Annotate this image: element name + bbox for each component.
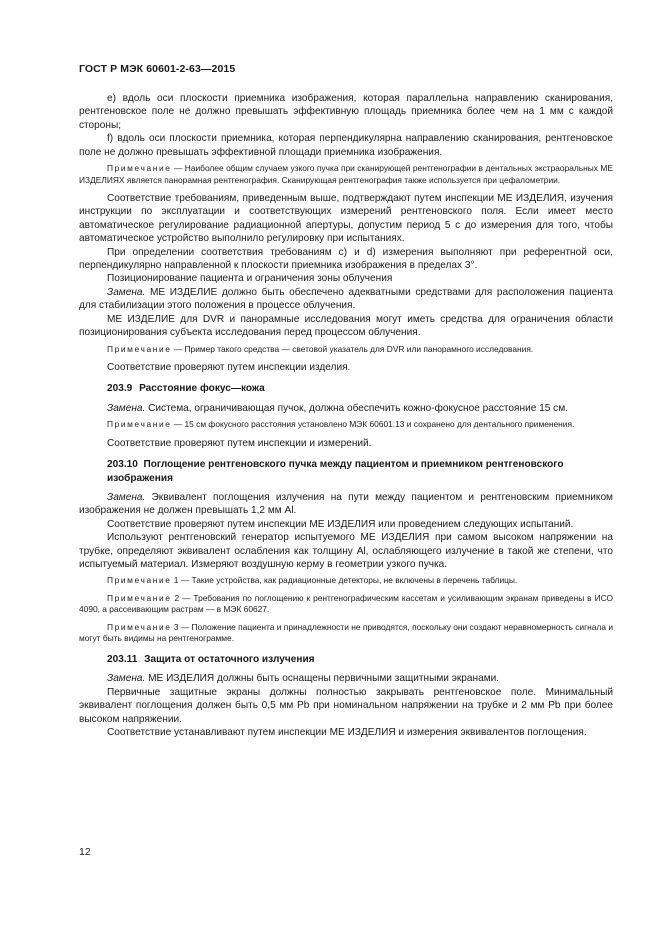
note-text: — 15 см фокусного расстояния установлено МЭК 60601.13 и сохранено для дентального применения. [171, 419, 575, 430]
document-body [79, 92, 613, 739]
document-header: ГОСТ Р МЭК 60601-2-63—2015 [79, 63, 236, 75]
replace-label: Замена. [107, 286, 146, 298]
note-5 [79, 593, 613, 616]
replace-text: Система, ограничивающая пучок, должна обеспечить кожно-фокусное расстояние 15 см. [145, 402, 568, 414]
note-text: 3 — Положение пациента и принадлежности не приводятся, поскольку они создают неравномерность сигнала и могут быть видимы на рентгенограмме. [79, 621, 613, 644]
note-label: Примечание [107, 163, 172, 174]
replace-text: МЕ ИЗДЕЛИЯ должны быть оснащены первичными защитными экранами. [145, 673, 500, 685]
paragraph-replace-3 [79, 491, 613, 518]
section-title: Поглощение рентгеновского пучка между пациентом и приемником рентгеновского [143, 459, 564, 471]
paragraph-compliance-5: Соответствие устанавливают путем инспекции МЕ ИЗДЕЛИЯ и измерения эквивалентов поглощения. [107, 726, 587, 738]
paragraph-determination: При определении соответствия требованиям c) и d) измерения выполняют при референтной оси, перпендикулярно направленной к плоскости приемника изображения в пределах 3°. [79, 246, 613, 272]
section-heading-203-9 [79, 382, 613, 395]
note-text: 2 — Требования по поглощению к рентгенографическим кассетам и усиливающим экранам приведены в ИСО 4090, а рассеивающим растрам — в МЭК 60627. [79, 592, 613, 615]
note-label: Примечание [107, 592, 172, 603]
section-number: 203.11 [107, 653, 138, 665]
list-item-f: f) вдоль оси плоскости приемника, которая перпендикулярна направлению сканирования, рентгеновское поле не должно превышать эффективной площади приемника изображения. [79, 133, 613, 158]
paragraph-replace-4 [79, 672, 613, 685]
note-label: Примечание [107, 575, 172, 586]
paragraph-screens: Первичные защитные экраны должны полностью закрывать рентгеновское поле. Минимальный эквивалент поглощения должен быть 0,5 мм Pb при номинальном напряжении на трубке и 2 мм Pb при более высоком напряжении. [79, 686, 613, 725]
note-4 [79, 575, 613, 587]
note-2 [79, 344, 613, 356]
paragraph-using: Используют рентгеновский генератор испытуемого МЕ ИЗДЕЛИЯ при самом высоком напряжении на трубке, определяют эквивалент ослабления как толщину Al, ослабляющего излучение в такой же степени, что испытуемый материал. Измеряют воздушную керму в геометрии узкого пучка. [79, 532, 613, 570]
note-1 [79, 163, 613, 186]
paragraph-dvr: МЕ ИЗДЕЛИЕ для DVR и панорамные исследования могут иметь средства для ограничения области позиционирования субъекта исследования перед процессом облучения. [79, 313, 613, 339]
note-text: 1 — Такие устройства, как радиационные детекторы, не включены в перечень таблицы. [171, 575, 518, 586]
note-label: Примечание [107, 621, 172, 632]
paragraph-compliance-2: Соответствие проверяют путем инспекции изделия. [107, 362, 351, 373]
section-title: Расстояние фокус—кожа [139, 383, 265, 395]
replace-text: Эквивалент поглощения излучения на пути между пациентом и рентгеновским приемником изображения не должен превышать 1,2 мм Al. [79, 491, 613, 517]
paragraph-replace-2 [79, 402, 613, 415]
replace-text: МЕ ИЗДЕЛИЕ должно быть обеспечено адекватными средствами для расположения пациента для стабилизации этого положения в процессе облучения. [79, 286, 613, 312]
paragraph-positioning-title: Позиционирование пациента и ограничения зоны облучения [107, 273, 393, 285]
note-6 [79, 622, 613, 645]
replace-label: Замена. [107, 402, 146, 414]
list-item-e: e) вдоль оси плоскости приемника изображения, которая параллельна направлению сканирования, рентгеновское поле не должно превышать эффективную площадь приемника более чем на 1 мм с каждой стороны; [79, 93, 613, 131]
section-heading-203-10 [79, 458, 613, 485]
paragraph-replace-1 [79, 286, 613, 313]
note-text: — Наиболее общим случаем узкого пучка при сканирующей рентгенографии в дентальных экстраоральных МЕ ИЗДЕЛИЯХ является панорамная рентгенография. Сканирующая рентгенография также используется при цефалометрии. [79, 163, 613, 185]
section-title-continued: изображения [107, 472, 173, 484]
note-label: Примечание [107, 419, 172, 430]
paragraph-compliance-1: Соответствие требованиям, приведенным выше, подтверждают путем инспекции МЕ ИЗДЕЛИЯ, изучения инструкции по эксплуатации и соответствующих измерений рентгеновского поля. Если имеет место автоматическое регулирование радиационной апертуры, допустим период 5 с до измерения для того, чтобы автоматическое устройство выполнило регулировку при испытаниях. [79, 193, 613, 245]
page-number: 12 [79, 846, 91, 858]
section-title: Защита от остаточного излучения [144, 653, 315, 665]
note-text: — Пример такого средства — световой указатель для DVR или панорамного исследования. [171, 343, 534, 354]
note-3 [79, 419, 613, 431]
section-number: 203.10 [107, 459, 138, 471]
replace-label: Замена. [107, 491, 146, 503]
section-heading-203-11 [79, 653, 613, 666]
replace-label: Замена. [107, 673, 146, 685]
note-label: Примечание [107, 343, 172, 354]
paragraph-compliance-3: Соответствие проверяют путем инспекции и измерений. [107, 437, 372, 449]
section-number: 203.9 [107, 383, 133, 395]
paragraph-compliance-4: Соответствие проверяют путем инспекции МЕ ИЗДЕЛИЯ или проведением следующих испытаний. [107, 518, 574, 530]
